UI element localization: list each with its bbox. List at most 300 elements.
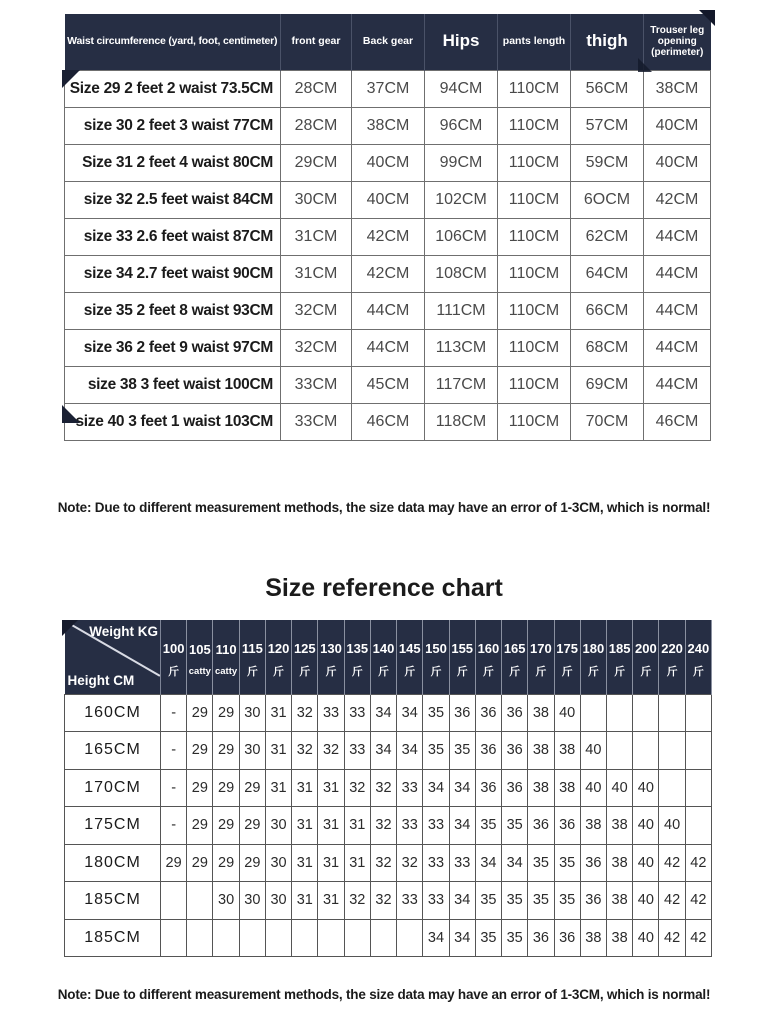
weight-unit: 斤	[404, 665, 416, 678]
cell-recommended-size	[397, 919, 423, 957]
cell-recommended-size	[265, 919, 291, 957]
cell-recommended-size: 33	[318, 694, 344, 732]
cell-recommended-size: 38	[580, 919, 606, 957]
cell-recommended-size: 38	[606, 882, 632, 920]
cell-recommended-size: 35	[475, 919, 501, 957]
cell-hips: 113CM	[425, 329, 498, 366]
cell-front-gear: 29CM	[281, 144, 352, 181]
weight-unit: catty	[214, 665, 238, 677]
column-header-weight	[161, 620, 187, 694]
cell-recommended-size: 38	[528, 769, 554, 807]
cell-recommended-size: 38	[554, 769, 580, 807]
cell-recommended-size: 40	[633, 844, 659, 882]
weight-unit: 斤	[561, 665, 573, 678]
table-row	[65, 403, 711, 440]
weight-value: 145	[398, 640, 421, 656]
cell-recommended-size: 36	[528, 807, 554, 845]
cell-waist-label: size 40 3 feet 1 waist 103CM	[65, 403, 281, 440]
cell-recommended-size: 40	[633, 807, 659, 845]
weight-unit: 斤	[509, 665, 521, 678]
cell-recommended-size: 29	[239, 769, 265, 807]
cell-trouser-leg-opening: 40CM	[644, 144, 711, 181]
cell-recommended-size: 35	[554, 882, 580, 920]
cell-recommended-size: -	[161, 807, 187, 845]
cell-recommended-size	[633, 694, 659, 732]
cell-recommended-size: 33	[423, 807, 449, 845]
cell-back-gear: 42CM	[352, 255, 425, 292]
cell-recommended-size: 42	[685, 882, 711, 920]
column-header-weight	[265, 620, 291, 694]
cell-recommended-size: 29	[213, 844, 239, 882]
cell-recommended-size: 36	[475, 732, 501, 770]
cell-recommended-size: 34	[423, 769, 449, 807]
cell-trouser-leg-opening: 40CM	[644, 107, 711, 144]
cell-waist-label: size 38 3 feet waist 100CM	[65, 366, 281, 403]
table-row	[65, 694, 712, 732]
weight-value: 140	[372, 640, 395, 656]
cell-front-gear: 33CM	[281, 403, 352, 440]
cell-recommended-size: 35	[423, 694, 449, 732]
cell-hips: 108CM	[425, 255, 498, 292]
cell-height-label: 160CM	[65, 694, 161, 732]
cell-back-gear: 37CM	[352, 70, 425, 107]
table-row	[65, 769, 712, 807]
table-row	[65, 292, 711, 329]
cell-thigh: 64CM	[571, 255, 644, 292]
cell-recommended-size: 36	[502, 694, 528, 732]
cell-back-gear: 44CM	[352, 329, 425, 366]
cell-recommended-size	[685, 807, 711, 845]
cell-pants-length: 110CM	[498, 181, 571, 218]
cell-hips: 99CM	[425, 144, 498, 181]
weight-unit: 斤	[299, 665, 311, 678]
weight-value: 240	[687, 640, 710, 656]
column-header-weight	[685, 620, 711, 694]
weight-unit: 斤	[246, 665, 258, 678]
cell-recommended-size: 31	[265, 694, 291, 732]
cell-recommended-size: 42	[659, 919, 685, 957]
cell-recommended-size: 40	[554, 694, 580, 732]
cell-recommended-size: 33	[397, 769, 423, 807]
cell-recommended-size: 32	[318, 732, 344, 770]
cell-recommended-size: 40	[606, 769, 632, 807]
column-header-pants-length: pants length	[498, 14, 571, 70]
cell-recommended-size: 29	[213, 694, 239, 732]
folded-corner-icon	[699, 10, 715, 26]
cell-recommended-size: 40	[633, 882, 659, 920]
cell-recommended-size: 31	[344, 807, 370, 845]
cell-recommended-size: 31	[318, 882, 344, 920]
cell-recommended-size: 30	[239, 732, 265, 770]
cell-recommended-size: 31	[292, 807, 318, 845]
weight-unit: 斤	[168, 665, 180, 678]
cell-thigh: 57CM	[571, 107, 644, 144]
cell-recommended-size: 36	[502, 769, 528, 807]
weight-axis-label: Weight KG	[89, 624, 158, 639]
cell-back-gear: 40CM	[352, 181, 425, 218]
weight-value: 180	[582, 640, 605, 656]
weight-value: 120	[267, 640, 290, 656]
cell-recommended-size	[606, 732, 632, 770]
cell-trouser-leg-opening: 44CM	[644, 218, 711, 255]
cell-recommended-size: 33	[423, 844, 449, 882]
weight-value: 125	[293, 640, 316, 656]
column-header-weight	[423, 620, 449, 694]
cell-recommended-size: 35	[528, 844, 554, 882]
cell-waist-label: Size 29 2 feet 2 waist 73.5CM	[65, 70, 281, 107]
cell-pants-length: 110CM	[498, 292, 571, 329]
cell-recommended-size: 30	[265, 807, 291, 845]
cell-recommended-size: 42	[659, 844, 685, 882]
weight-unit: 斤	[430, 665, 442, 678]
cell-recommended-size: 29	[213, 807, 239, 845]
cell-recommended-size	[685, 694, 711, 732]
cell-recommended-size: 31	[318, 807, 344, 845]
cell-hips: 117CM	[425, 366, 498, 403]
column-header-weight	[397, 620, 423, 694]
cell-hips: 102CM	[425, 181, 498, 218]
column-header-weight	[633, 620, 659, 694]
cell-waist-label: size 36 2 feet 9 waist 97CM	[65, 329, 281, 366]
cell-recommended-size: 29	[239, 844, 265, 882]
cell-height-label: 175CM	[65, 807, 161, 845]
cell-recommended-size: 42	[685, 844, 711, 882]
cell-recommended-size: 38	[606, 807, 632, 845]
cell-height-label: 165CM	[65, 732, 161, 770]
cell-recommended-size: 31	[292, 844, 318, 882]
cell-front-gear: 33CM	[281, 366, 352, 403]
cell-recommended-size: -	[161, 694, 187, 732]
cell-hips: 94CM	[425, 70, 498, 107]
cell-recommended-size: 29	[213, 732, 239, 770]
cell-recommended-size	[187, 882, 213, 920]
table-row	[65, 255, 711, 292]
cell-recommended-size: 36	[554, 919, 580, 957]
cell-recommended-size	[580, 694, 606, 732]
cell-trouser-leg-opening: 44CM	[644, 255, 711, 292]
cell-recommended-size: 30	[239, 694, 265, 732]
column-header-weight	[659, 620, 685, 694]
weight-unit: 斤	[666, 665, 678, 678]
cell-recommended-size: 32	[370, 882, 396, 920]
cell-recommended-size: 33	[344, 694, 370, 732]
cell-recommended-size: 31	[265, 769, 291, 807]
cell-recommended-size: 33	[449, 844, 475, 882]
cell-recommended-size: 31	[318, 769, 344, 807]
weight-value: 170	[530, 640, 552, 656]
column-header-weight	[606, 620, 632, 694]
cell-recommended-size: 36	[475, 694, 501, 732]
weight-unit: 斤	[587, 665, 599, 678]
cell-recommended-size: 34	[449, 882, 475, 920]
weight-value: 135	[346, 640, 369, 656]
cell-recommended-size: 34	[397, 694, 423, 732]
cell-recommended-size: 32	[397, 844, 423, 882]
table-row	[65, 218, 711, 255]
cell-recommended-size: 31	[344, 844, 370, 882]
cell-recommended-size: 32	[370, 807, 396, 845]
column-header-weight	[318, 620, 344, 694]
header-line-3: (perimeter)	[651, 47, 704, 59]
cell-recommended-size: 34	[449, 769, 475, 807]
cell-hips: 118CM	[425, 403, 498, 440]
cell-recommended-size: 40	[633, 769, 659, 807]
cell-recommended-size: 30	[265, 844, 291, 882]
cell-recommended-size: 38	[580, 807, 606, 845]
weight-value: 150	[425, 640, 447, 656]
cell-height-label: 170CM	[65, 769, 161, 807]
cell-recommended-size: 38	[528, 694, 554, 732]
cell-trouser-leg-opening: 38CM	[644, 70, 711, 107]
cell-trouser-leg-opening: 46CM	[644, 403, 711, 440]
cell-height-label: 180CM	[65, 844, 161, 882]
cell-recommended-size: 40	[633, 919, 659, 957]
cell-recommended-size	[685, 769, 711, 807]
weight-value: 200	[634, 640, 657, 656]
cell-recommended-size: 34	[370, 732, 396, 770]
cell-front-gear: 28CM	[281, 107, 352, 144]
cell-recommended-size: 35	[475, 882, 501, 920]
weight-value: 160	[477, 640, 500, 656]
weight-unit: 斤	[325, 665, 337, 678]
cell-front-gear: 32CM	[281, 329, 352, 366]
cell-recommended-size: 31	[292, 882, 318, 920]
table-row	[65, 844, 712, 882]
cell-recommended-size: 38	[528, 732, 554, 770]
table-row	[65, 144, 711, 181]
cell-back-gear: 46CM	[352, 403, 425, 440]
cell-recommended-size: 38	[606, 919, 632, 957]
cell-recommended-size: 30	[213, 882, 239, 920]
cell-thigh: 56CM	[571, 70, 644, 107]
cell-recommended-size: 36	[580, 844, 606, 882]
table-row	[65, 70, 711, 107]
cell-recommended-size: 34	[449, 807, 475, 845]
cell-recommended-size: 36	[502, 732, 528, 770]
page-title: Size reference chart	[265, 574, 503, 602]
cell-recommended-size	[318, 919, 344, 957]
cell-recommended-size: 38	[606, 844, 632, 882]
weight-value: 220	[661, 640, 683, 656]
cell-recommended-size: 32	[344, 769, 370, 807]
size-reference-table-container	[64, 620, 712, 957]
cell-pants-length: 110CM	[498, 70, 571, 107]
measurement-note-bottom: Note: Due to different measurement methods, the size data may have an error of 1-3CM, which is normal!	[57, 987, 711, 1002]
cell-waist-label: size 33 2.6 feet waist 87CM	[65, 218, 281, 255]
cell-recommended-size: 42	[659, 882, 685, 920]
weight-value: 100	[162, 640, 185, 656]
cell-recommended-size	[239, 919, 265, 957]
cell-back-gear: 38CM	[352, 107, 425, 144]
corner-tag-reference-icon	[62, 620, 78, 636]
table-row	[65, 107, 711, 144]
header-line-2: opening	[657, 36, 697, 48]
cell-recommended-size	[344, 919, 370, 957]
weight-value: 155	[451, 640, 474, 656]
cell-recommended-size: 33	[423, 882, 449, 920]
cell-trouser-leg-opening: 44CM	[644, 366, 711, 403]
column-header-weight	[502, 620, 528, 694]
cell-recommended-size: 34	[502, 844, 528, 882]
weight-value: 185	[608, 640, 631, 656]
cell-front-gear: 30CM	[281, 181, 352, 218]
corner-tag-bottom-icon	[62, 405, 80, 423]
cell-recommended-size: 34	[449, 919, 475, 957]
weight-unit: 斤	[640, 665, 652, 678]
weight-unit: catty	[188, 665, 211, 677]
cell-recommended-size	[606, 694, 632, 732]
cell-recommended-size	[633, 732, 659, 770]
cell-recommended-size	[213, 919, 239, 957]
cell-recommended-size: 30	[239, 882, 265, 920]
column-header-weight	[370, 620, 396, 694]
cell-pants-length: 110CM	[498, 403, 571, 440]
measurement-note-top: Note: Due to different measurement methods, the size data may have an error of 1-3CM, which is normal!	[57, 500, 711, 515]
table-row	[65, 919, 712, 957]
cell-recommended-size: -	[161, 732, 187, 770]
size-spec-table-body	[65, 70, 711, 440]
table-row	[65, 732, 712, 770]
cell-back-gear: 40CM	[352, 144, 425, 181]
table-header-row	[65, 14, 711, 70]
cell-pants-length: 110CM	[498, 144, 571, 181]
cell-recommended-size	[659, 769, 685, 807]
cell-thigh: 59CM	[571, 144, 644, 181]
weight-unit: 斤	[692, 665, 704, 678]
cell-thigh: 6OCM	[571, 181, 644, 218]
cell-recommended-size	[161, 882, 187, 920]
cell-back-gear: 45CM	[352, 366, 425, 403]
weight-unit: 斤	[535, 665, 547, 678]
cell-recommended-size: 34	[423, 919, 449, 957]
column-header-hips: Hips	[425, 14, 498, 70]
size-spec-table-container	[64, 14, 710, 441]
cell-recommended-size	[659, 694, 685, 732]
weight-value: 175	[556, 640, 578, 656]
cell-recommended-size: 29	[213, 769, 239, 807]
header-line-1: Trouser leg	[650, 25, 705, 37]
height-axis-label: Height CM	[67, 672, 135, 688]
cell-recommended-size: 30	[265, 882, 291, 920]
cell-recommended-size	[161, 919, 187, 957]
cell-recommended-size: 33	[397, 807, 423, 845]
cell-recommended-size: 42	[685, 919, 711, 957]
cell-thigh: 69CM	[571, 366, 644, 403]
cell-recommended-size	[187, 919, 213, 957]
cell-recommended-size: 29	[187, 769, 213, 807]
weight-unit: 斤	[377, 665, 389, 678]
cell-recommended-size: 32	[344, 882, 370, 920]
cell-recommended-size: 35	[449, 732, 475, 770]
cell-thigh: 66CM	[571, 292, 644, 329]
cell-back-gear: 42CM	[352, 218, 425, 255]
column-header-weight	[292, 620, 318, 694]
cell-pants-length: 110CM	[498, 366, 571, 403]
column-header-weight	[449, 620, 475, 694]
cell-back-gear: 44CM	[352, 292, 425, 329]
cell-waist-label: size 34 2.7 feet waist 90CM	[65, 255, 281, 292]
cell-recommended-size: 31	[292, 769, 318, 807]
cell-recommended-size: 33	[397, 882, 423, 920]
weight-unit: 斤	[614, 665, 626, 678]
weight-value: 105	[189, 641, 211, 657]
cell-pants-length: 110CM	[498, 218, 571, 255]
cell-recommended-size: 32	[370, 844, 396, 882]
cell-recommended-size: 32	[370, 769, 396, 807]
cell-recommended-size: 35	[502, 807, 528, 845]
cell-recommended-size	[292, 919, 318, 957]
cell-recommended-size: 40	[580, 769, 606, 807]
cell-recommended-size: 40	[659, 807, 685, 845]
cell-recommended-size: 34	[397, 732, 423, 770]
cell-recommended-size	[659, 732, 685, 770]
cell-recommended-size: 29	[187, 694, 213, 732]
size-reference-table-body	[65, 694, 712, 957]
column-header-weight	[187, 620, 213, 694]
cell-recommended-size: 35	[528, 882, 554, 920]
cell-pants-length: 110CM	[498, 329, 571, 366]
table-row	[65, 181, 711, 218]
cell-front-gear: 31CM	[281, 255, 352, 292]
cell-recommended-size: 40	[580, 732, 606, 770]
cell-recommended-size: 33	[344, 732, 370, 770]
cell-height-label: 185CM	[65, 919, 161, 957]
size-spec-table	[64, 14, 711, 441]
weight-value: 165	[503, 640, 526, 656]
cell-pants-length: 110CM	[498, 255, 571, 292]
cell-hips: 106CM	[425, 218, 498, 255]
cell-recommended-size: 36	[449, 694, 475, 732]
cell-recommended-size: 29	[161, 844, 187, 882]
cell-thigh: 68CM	[571, 329, 644, 366]
cell-recommended-size: 35	[502, 882, 528, 920]
cell-trouser-leg-opening: 44CM	[644, 292, 711, 329]
cell-trouser-leg-opening: 42CM	[644, 181, 711, 218]
weight-unit: 斤	[482, 665, 494, 678]
cell-recommended-size: 34	[475, 844, 501, 882]
cell-waist-label: size 32 2.5 feet waist 84CM	[65, 181, 281, 218]
corner-header-cell	[65, 620, 161, 694]
cell-recommended-size: 29	[187, 807, 213, 845]
table-row	[65, 807, 712, 845]
weight-value: 130	[320, 640, 342, 656]
column-header-weight	[344, 620, 370, 694]
cell-height-label: 185CM	[65, 882, 161, 920]
weight-unit: 斤	[351, 665, 363, 678]
column-header-trouser-leg-opening	[644, 14, 711, 70]
cell-waist-label: Size 31 2 feet 4 waist 80CM	[65, 144, 281, 181]
cell-recommended-size: -	[161, 769, 187, 807]
cell-hips: 96CM	[425, 107, 498, 144]
cell-recommended-size: 31	[318, 844, 344, 882]
cell-recommended-size: 35	[475, 807, 501, 845]
table-row	[65, 366, 711, 403]
column-header-weight	[475, 620, 501, 694]
cell-recommended-size: 31	[265, 732, 291, 770]
column-header-back-gear: Back gear	[352, 14, 425, 70]
table-row	[65, 882, 712, 920]
cell-recommended-size: 32	[292, 732, 318, 770]
cell-thigh: 62CM	[571, 218, 644, 255]
cell-recommended-size: 32	[292, 694, 318, 732]
cell-thigh: 70CM	[571, 403, 644, 440]
table-row	[65, 329, 711, 366]
column-header-waist: Waist circumference (yard, foot, centimeter)	[65, 14, 281, 70]
weight-unit: 斤	[456, 665, 468, 678]
folded-corner-secondary-icon	[638, 58, 652, 72]
weight-unit: 斤	[273, 665, 285, 678]
cell-recommended-size: 36	[475, 769, 501, 807]
